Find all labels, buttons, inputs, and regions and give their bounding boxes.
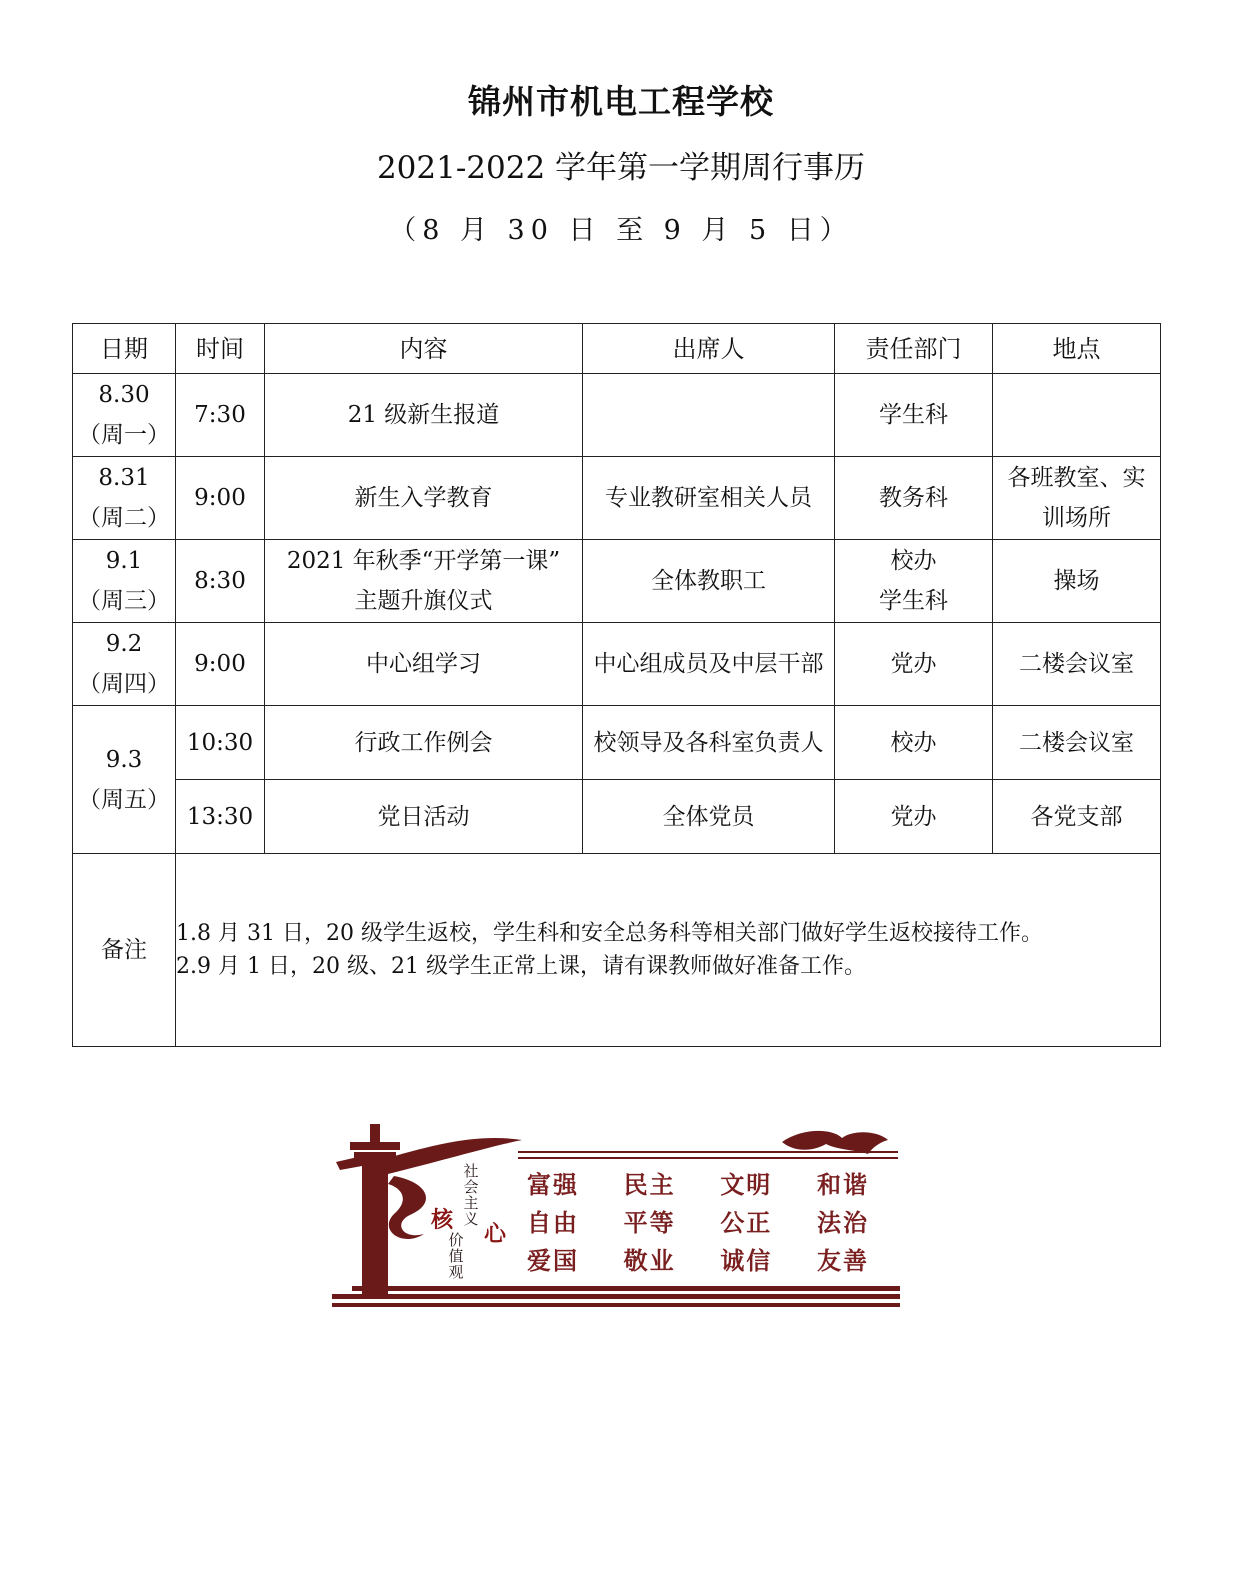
time-cell: 13:30	[176, 780, 265, 854]
notes-cell	[176, 854, 1161, 1047]
fret-border-bottom	[332, 1286, 900, 1307]
value-word: 自由	[527, 1209, 579, 1237]
values-row	[527, 1241, 897, 1279]
values-row	[527, 1203, 897, 1241]
value-word: 法治	[816, 1209, 869, 1237]
banner-side-text-2: 核	[430, 1207, 453, 1233]
dept-cell	[835, 540, 993, 623]
weekly-schedule-table	[72, 323, 1161, 1047]
dept-cell: 党办	[835, 780, 993, 854]
date-cell	[73, 623, 176, 706]
content-cell: 中心组学习	[265, 623, 583, 706]
value-word: 友善	[816, 1247, 869, 1275]
value-word: 敬业	[623, 1247, 676, 1275]
location-cell: 二楼会议室	[993, 623, 1161, 706]
dept-cell: 党办	[835, 623, 993, 706]
attendees-cell: 校领导及各科室负责人	[583, 706, 835, 780]
value-word: 诚信	[720, 1247, 773, 1275]
location-cell: 操场	[993, 540, 1161, 623]
content-cell	[265, 540, 583, 623]
weekday-value: （周三）	[78, 588, 170, 614]
time-cell: 9:00	[176, 457, 265, 540]
table-header-row	[73, 324, 1161, 374]
notes-row	[73, 854, 1161, 1047]
value-word: 公正	[720, 1209, 773, 1237]
content-line-2: 主题升旗仪式	[354, 588, 493, 614]
fret-border-top	[518, 1152, 898, 1158]
date-cell	[73, 457, 176, 540]
table-row	[73, 706, 1161, 780]
weekday-value: （周二）	[78, 505, 170, 531]
header-dept: 责任部门	[835, 324, 993, 374]
attendees-cell: 全体党员	[583, 780, 835, 854]
content-cell: 行政工作例会	[265, 706, 583, 780]
notes-label: 备注	[73, 854, 176, 1047]
dept-line-2: 学生科	[879, 588, 948, 614]
value-word: 爱国	[527, 1247, 579, 1275]
date-value: 9.3	[105, 746, 143, 773]
attendees-cell: 全体教职工	[583, 540, 835, 623]
time-cell: 10:30	[176, 706, 265, 780]
banner-side-text-4: 价 值 观	[448, 1231, 464, 1281]
location-line-2: 训场所	[1042, 505, 1111, 531]
date-value: 8.30	[98, 382, 150, 408]
table-row	[73, 457, 1161, 540]
content-cell: 21 级新生报道	[265, 374, 583, 457]
date-cell	[73, 540, 176, 623]
date-range: （8 月 30 日 至 9 月 5 日）	[389, 215, 853, 246]
dept-cell: 教务科	[835, 457, 993, 540]
table-row	[73, 374, 1161, 457]
date-value: 9.1	[105, 548, 143, 574]
banner-side-text-3: 心	[483, 1221, 506, 1247]
weekday-value: （周五）	[78, 786, 170, 813]
time-cell: 9:00	[176, 623, 265, 706]
table-row	[73, 780, 1161, 854]
banner-side-text-1: 社 会 主 义	[463, 1162, 479, 1228]
core-values-grid	[527, 1165, 897, 1279]
date-value: 8.31	[98, 465, 150, 491]
note-item: 1.8 月 31 日，20 级学生返校，学生科和安全总务科等相关部门做好学生返校接待工作。	[176, 921, 1043, 946]
school-title: 锦州市机电工程学校	[468, 82, 774, 121]
attendees-cell: 中心组成员及中层干部	[583, 623, 835, 706]
header-attendees: 出席人	[583, 324, 835, 374]
content-cell: 新生入学教育	[265, 457, 583, 540]
date-cell	[73, 374, 176, 457]
date-value: 9.2	[105, 631, 143, 657]
attendees-cell: 专业教研室相关人员	[583, 457, 835, 540]
weekday-value: （周四）	[78, 671, 170, 697]
header-location: 地点	[993, 324, 1161, 374]
value-word: 民主	[623, 1171, 676, 1199]
value-word: 富强	[527, 1171, 579, 1199]
location-cell: 各党支部	[993, 780, 1161, 854]
note-item: 2.9 月 1 日，20 级、21 级学生正常上课，请有课教师做好准备工作。	[176, 954, 866, 979]
calendar-subtitle: 2021-2022 学年第一学期周行事历	[376, 150, 866, 186]
time-cell: 8:30	[176, 540, 265, 623]
dept-line-1: 校办	[890, 548, 937, 574]
table-row	[73, 623, 1161, 706]
content-cell: 党日活动	[265, 780, 583, 854]
table-row	[73, 540, 1161, 623]
values-row	[527, 1165, 897, 1203]
dept-cell: 校办	[835, 706, 993, 780]
header-time: 时间	[176, 324, 265, 374]
date-cell	[73, 706, 176, 854]
content-line-1: 2021 年秋季“开学第一课”	[286, 548, 561, 574]
location-line-1: 各班教室、实	[1007, 465, 1146, 491]
value-word: 平等	[623, 1209, 676, 1237]
header-date: 日期	[73, 324, 176, 374]
header-content: 内容	[265, 324, 583, 374]
dept-cell: 学生科	[835, 374, 993, 457]
location-cell	[993, 374, 1161, 457]
cloud-ornament-icon	[782, 1131, 888, 1154]
location-cell: 二楼会议室	[993, 706, 1161, 780]
huabiao-pillar-icon	[336, 1124, 522, 1294]
value-word: 和谐	[816, 1171, 869, 1199]
weekday-value: （周一）	[78, 422, 170, 448]
location-cell	[993, 457, 1161, 540]
time-cell: 7:30	[176, 374, 265, 457]
attendees-cell	[583, 374, 835, 457]
value-word: 文明	[720, 1171, 773, 1199]
